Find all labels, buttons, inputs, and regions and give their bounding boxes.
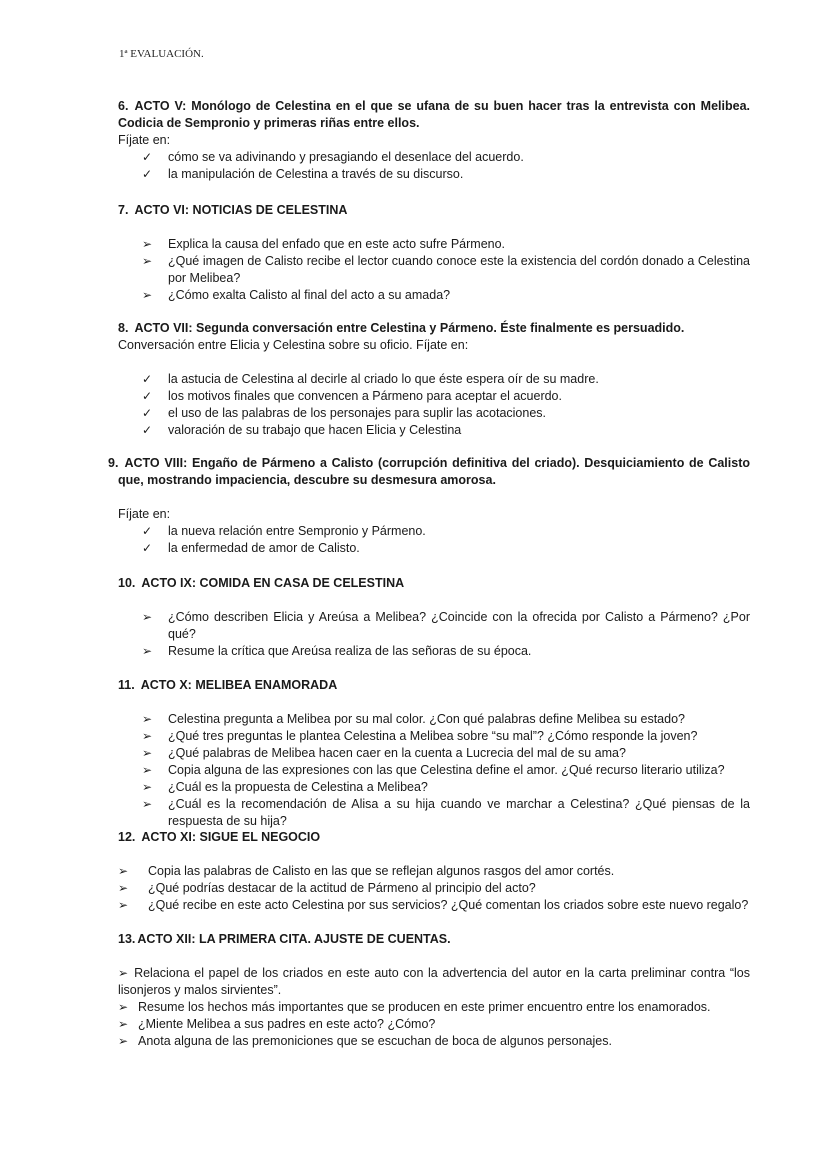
check-icon: ✓ — [142, 524, 153, 538]
page-header: 1ª EVALUACIÓN. — [119, 48, 204, 60]
section-10 — [118, 575, 750, 660]
section-number: 6. — [118, 99, 129, 113]
section-number: 8. — [118, 321, 129, 335]
checklist — [118, 371, 750, 439]
arrow-icon: ➢ — [142, 729, 153, 743]
list-item: ➢ ¿Qué imagen de Calisto recibe el lector cuando conoce este la existencia del cordón donado a Celestina por Melibea? — [142, 254, 750, 285]
section-intro: Fíjate en: — [118, 507, 171, 521]
section-title — [118, 202, 750, 219]
check-icon: ✓ — [142, 406, 153, 420]
arrow-icon: ➢ — [142, 237, 153, 251]
section-13 — [118, 931, 750, 1050]
arrow-icon: ➢ — [142, 644, 153, 658]
section-title — [118, 98, 750, 132]
arrow-list — [118, 711, 750, 830]
list-item: ➢ ¿Miente Melibea a sus padres en este acto? ¿Cómo? — [118, 1017, 436, 1031]
section-number: 7. — [118, 203, 129, 217]
section-title — [118, 829, 750, 846]
section-number: 12. — [118, 830, 136, 844]
arrow-icon: ➢ — [118, 1017, 129, 1031]
arrow-list — [118, 965, 750, 1050]
section-title — [118, 677, 750, 694]
list-item: ➢ Copia alguna de las expresiones con las que Celestina define el amor. ¿Qué recurso literario utiliza? — [142, 763, 725, 777]
list-item: ➢ Resume los hechos más importantes que se producen en este primer encuentro entre los enamorados. — [118, 1000, 711, 1014]
list-item: ➢ ¿Cómo describen Elicia y Areúsa a Melibea? ¿Coincide con la ofrecida por Calisto a Pármeno? ¿Por qué? — [142, 610, 750, 641]
arrow-icon: ➢ — [118, 966, 129, 980]
list-item: ➢ Resume la crítica que Areúsa realiza de las señoras de su época. — [142, 644, 532, 658]
list-item: ✓ los motivos finales que convencen a Pármeno para aceptar el acuerdo. — [142, 389, 562, 403]
section-number: 11. — [118, 678, 135, 692]
list-item: ✓ el uso de las palabras de los personajes para suplir las acotaciones. — [142, 406, 547, 420]
arrow-icon: ➢ — [142, 780, 153, 794]
section-heading: ACTO XI: SIGUE EL NEGOCIO — [141, 830, 321, 844]
check-icon: ✓ — [142, 150, 153, 164]
check-icon: ✓ — [142, 423, 153, 437]
list-item: ✓ la astucia de Celestina al decirle al criado lo que éste espera oír de su madre. — [142, 372, 599, 386]
list-item: ➢ ¿Qué tres preguntas le plantea Celestina a Melibea sobre “su mal”? ¿Cómo responde la joven? — [142, 729, 698, 743]
section-number: 10. — [118, 576, 136, 590]
section-11 — [118, 677, 750, 830]
section-heading: ACTO XII: LA PRIMERA CITA. AJUSTE DE CUENTAS. — [137, 932, 451, 946]
list-item: ✓ cómo se va adivinando y presagiando el desenlace del acuerdo. — [142, 150, 524, 164]
list-item: ➢ ¿Cuál es la propuesta de Celestina a Melibea? — [142, 780, 428, 794]
arrow-icon: ➢ — [118, 1034, 129, 1048]
section-number: 9. — [108, 456, 119, 470]
checklist — [118, 149, 750, 183]
section-heading: ACTO VI: NOTICIAS DE CELESTINA — [134, 203, 348, 217]
section-heading: ACTO V: Monólogo de Celestina en el que se ufana de su buen hacer tras la entrevista con Melibea. Codicia de Sempronio y primeras riñas entre ellos. — [118, 99, 750, 130]
list-item: ➢ Anota alguna de las premoniciones que se escuchan de boca de algunos personajes. — [118, 1034, 612, 1048]
section-6 — [118, 98, 750, 183]
arrow-icon: ➢ — [142, 254, 153, 268]
section-heading: ACTO IX: COMIDA EN CASA DE CELESTINA — [141, 576, 405, 590]
list-item: ➢ Explica la causa del enfado que en este acto sufre Pármeno. — [142, 237, 506, 251]
section-7 — [118, 202, 750, 304]
list-item: ➢ ¿Qué recibe en este acto Celestina por sus servicios? ¿Qué comentan los criados sobre este nuevo regalo? — [118, 898, 749, 912]
list-item: ➢ ¿Cómo exalta Calisto al final del acto a su amada? — [142, 288, 451, 302]
section-number: 13. — [118, 932, 136, 946]
list-item: ➢ Celestina pregunta a Melibea por su mal color. ¿Con qué palabras define Melibea su estado? — [142, 712, 685, 726]
arrow-icon: ➢ — [118, 898, 129, 912]
arrow-icon: ➢ — [118, 881, 129, 895]
list-item: ➢ ¿Cuál es la recomendación de Alisa a su hija cuando ve marchar a Celestina? ¿Qué piensas de la respuesta de su hija? — [142, 797, 750, 828]
section-heading: ACTO VIII: Engaño de Pármeno a Calisto (corrupción definitiva del criado). Desquiciamiento de Calisto que, mostrando impaciencia, descubre su desmesura amorosa. — [118, 456, 750, 487]
section-9 — [108, 455, 750, 557]
section-heading: ACTO VII: Segunda conversación entre Celestina y Pármeno. Éste finalmente es persuadido. — [134, 321, 685, 335]
section-title — [108, 455, 750, 489]
list-item: ✓ la nueva relación entre Sempronio y Pármeno. — [142, 524, 426, 538]
section-title — [118, 575, 750, 592]
check-icon: ✓ — [142, 541, 153, 555]
section-intro: Conversación entre Elicia y Celestina sobre su oficio. Fíjate en: — [118, 338, 469, 352]
arrow-icon: ➢ — [142, 712, 153, 726]
arrow-list — [118, 236, 750, 304]
list-item: ➢ ¿Qué palabras de Melibea hacen caer en la cuenta a Lucrecia del mal de su ama? — [142, 746, 626, 760]
arrow-icon: ➢ — [118, 1000, 129, 1014]
section-intro: Fíjate en: — [118, 133, 171, 147]
arrow-icon: ➢ — [142, 797, 153, 811]
arrow-icon: ➢ — [142, 763, 153, 777]
check-icon: ✓ — [142, 372, 153, 386]
checklist — [118, 523, 750, 557]
check-icon: ✓ — [142, 167, 153, 181]
list-item: ➢ Relaciona el papel de los criados en este auto con la advertencia del autor en la carta preliminar contra “los lisonjeros y malos sirvientes”. — [118, 966, 750, 997]
list-item: ✓ la enfermedad de amor de Calisto. — [142, 541, 360, 555]
section-heading: ACTO X: MELIBEA ENAMORADA — [140, 678, 338, 692]
list-item: ✓ la manipulación de Celestina a través de su discurso. — [142, 167, 464, 181]
list-item: ➢ ¿Qué podrías destacar de la actitud de Pármeno al principio del acto? — [118, 881, 536, 895]
section-title — [118, 320, 750, 337]
section-title — [118, 931, 750, 948]
arrow-list — [118, 609, 750, 660]
arrow-list — [118, 863, 750, 914]
section-12 — [118, 829, 750, 914]
arrow-icon: ➢ — [142, 288, 153, 302]
arrow-icon: ➢ — [142, 746, 153, 760]
arrow-icon: ➢ — [118, 864, 129, 878]
list-item: ➢ Copia las palabras de Calisto en las que se reflejan algunos rasgos del amor cortés. — [118, 864, 615, 878]
arrow-icon: ➢ — [142, 610, 153, 624]
check-icon: ✓ — [142, 389, 153, 403]
section-8 — [118, 320, 750, 439]
list-item: ✓ valoración de su trabajo que hacen Elicia y Celestina — [142, 423, 462, 437]
